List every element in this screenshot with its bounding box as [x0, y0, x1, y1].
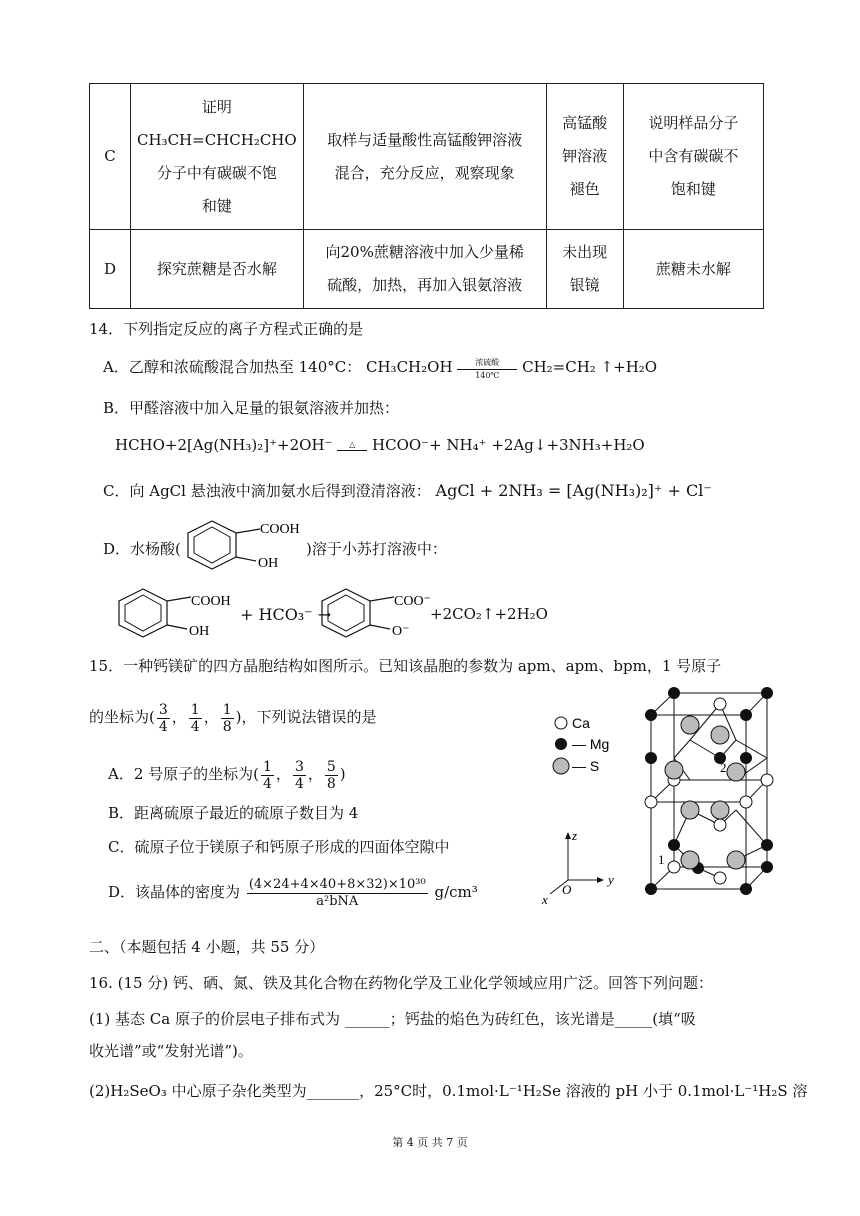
arrow-condition-bottom: 140℃ — [475, 370, 500, 380]
oh-label: OH — [258, 556, 279, 571]
purpose-cell: 探究蔗糖是否水解 — [131, 230, 304, 309]
q14-option-d: D．水杨酸( — [103, 540, 181, 558]
cooh-label: COOH — [191, 594, 231, 609]
cell-line: 未出现 — [562, 243, 608, 261]
numerator: 1 — [222, 701, 232, 718]
q15-option-d — [108, 870, 478, 914]
phenomenon-cell — [546, 84, 623, 230]
unit: g/cm³ — [434, 883, 478, 901]
stem-text: )，下列说法错误的是 — [235, 708, 377, 726]
stem-text: 的坐标为( — [89, 708, 155, 726]
q16-part2: (2)H₂SeO₃ 中心原子杂化类型为_______，25°C时，0.1mol·L⁻¹H₂Se 溶液的 pH 小于 0.1mol·L⁻¹H₂S 溶 — [89, 1082, 808, 1100]
s-legend-icon — [553, 758, 569, 774]
arrow-condition: △ — [349, 440, 356, 449]
option-text: A．乙醇和浓硫酸混合加热至 140°C： — [103, 358, 362, 376]
experiment-table — [89, 83, 764, 309]
q15-option-b: B．距离硫原子最近的硫原子数目为 4 — [108, 804, 359, 822]
ca-legend-icon — [555, 717, 567, 729]
arrow-line — [337, 450, 367, 451]
cell-line: 褪色 — [569, 180, 600, 198]
axis-origin: O — [562, 882, 572, 897]
salicylic-acid-structure — [184, 515, 314, 575]
reaction-arrow — [457, 357, 517, 380]
q14-stem: 14．下列指定反应的离子方程式正确的是 — [89, 320, 364, 338]
q14-option-b: B．甲醛溶液中加入足量的银氨溶液并加热： — [103, 399, 400, 417]
cell-line: 硫酸，加热，再加入银氨溶液 — [327, 276, 523, 294]
conclusion-cell: 蔗糖未水解 — [623, 230, 763, 309]
option-text: D．该晶体的密度为 — [108, 883, 241, 901]
reaction-arrow — [337, 440, 367, 452]
cell-line: 证明 — [201, 97, 232, 116]
axis-z: z — [572, 828, 578, 843]
legend-label: Ca — [572, 715, 590, 731]
mg-legend-icon — [555, 738, 567, 750]
equation-end: +2CO₂↑+2H₂O — [430, 605, 548, 623]
cell-line: 和键 — [201, 196, 232, 215]
fraction — [293, 759, 306, 792]
density-fraction — [247, 877, 428, 910]
equation-reactant: CH₃CH₂OH — [366, 358, 453, 376]
atom-label-1: 1 — [658, 852, 665, 867]
q14-b-equation — [115, 436, 645, 454]
q16-part1: (1) 基态 Ca 原子的价层电子排布式为 ______；钙盐的焰色为砖红色，该光谱是_____(填“吸 — [89, 1010, 696, 1028]
cell-line: 取样与适量酸性高锰酸钾溶液 — [327, 130, 523, 149]
coordinate-axes — [540, 828, 620, 908]
option-text: C．向 AgCl 悬浊液中滴加氨水后得到澄清溶液： — [103, 482, 431, 500]
numerator: 3 — [294, 758, 304, 775]
salicylic-acid-structure — [115, 583, 245, 643]
equation-right: HCOO⁻+ NH₄⁺ +2Ag↓+3NH₃+H₂O — [372, 436, 645, 454]
row-label: D — [90, 230, 131, 309]
q15-stem: 15．一种钙镁矿的四方晶胞结构如图所示。已知该晶胞的参数为 apm、apm、bpm，1 号原子 — [89, 657, 722, 675]
fraction — [221, 702, 234, 735]
denominator: 4 — [158, 718, 168, 735]
cell-line: 饱和键 — [670, 180, 716, 198]
legend-label: — Mg — [572, 736, 610, 752]
denominator: 8 — [222, 718, 232, 735]
numerator: 5 — [326, 758, 336, 775]
option-text: A．2 号原子的坐标为( — [108, 765, 259, 783]
fraction — [189, 702, 202, 735]
conclusion-cell — [623, 84, 763, 230]
equation-mid: + HCO₃⁻ → — [240, 605, 332, 624]
numerator: (4×24+4×40+8×32)×10³⁰ — [248, 876, 426, 892]
part2-heading: 二、（本题包括 4 小题，共 55 分） — [89, 938, 325, 956]
denominator: 8 — [326, 775, 336, 792]
axis-x: x — [542, 892, 548, 907]
numerator: 3 — [158, 701, 168, 718]
cell-line: 银镜 — [569, 276, 600, 294]
operation-cell — [303, 84, 546, 230]
cell-line: 高锰酸 — [562, 114, 608, 132]
cell-line: 钾溶液 — [562, 147, 608, 165]
cell-line: 说明样品分子 — [648, 114, 739, 132]
legend-label: — S — [572, 758, 600, 774]
o-minus-label: O⁻ — [392, 624, 410, 639]
cell-line: 分子中有碳碳不饱 — [156, 163, 277, 182]
operation-cell — [303, 230, 546, 309]
denominator: 4 — [294, 775, 304, 792]
atom-label-2: 2 — [720, 760, 727, 775]
crystal-legend — [548, 712, 638, 782]
page-footer: 第 4 页 共 7 页 — [392, 1136, 468, 1149]
q14-option-c — [103, 480, 712, 501]
fraction — [261, 759, 274, 792]
numerator: 1 — [190, 701, 200, 718]
q14-option-a — [103, 356, 657, 380]
q15-stem-2: 的坐标为( $\frac{3}{4}$ ， $\frac{1}{4}$ ， $\frac{1}{8}$ )，下列说法错误的是 — [89, 701, 377, 735]
q14-option-d-cont: )溶于小苏打溶液中： — [306, 540, 447, 558]
cell-line: 向20%蔗糖溶液中加入少量稀 — [325, 243, 524, 261]
table-row — [90, 84, 764, 230]
coo-label: COO⁻ — [394, 594, 431, 609]
salicylate-structure — [318, 583, 438, 643]
denominator: 4 — [263, 775, 272, 792]
fraction — [157, 702, 170, 735]
cell-line: CH₃CH=CHCH₂CHO — [137, 130, 297, 149]
purpose-cell — [131, 84, 304, 230]
equation-product: CH₂=CH₂ ↑+H₂O — [522, 358, 658, 376]
oh-label: OH — [189, 624, 210, 639]
q15-option-a: A．2 号原子的坐标为( $\frac{1}{4}$ ， $\frac{3}{4}$ ， $\frac{5}{8}$ ) — [108, 758, 346, 792]
denominator: a²bNA — [316, 893, 359, 909]
q16-part1-cont: 收光谱”或“发射光谱”)。 — [89, 1042, 253, 1060]
numerator: 1 — [263, 758, 272, 775]
cell-line: 中含有碳碳不 — [648, 147, 739, 165]
q15-option-c: C．硫原子位于镁原子和钙原子形成的四面体空隙中 — [108, 838, 450, 856]
arrow-line — [457, 369, 517, 370]
phenomenon-cell — [546, 230, 623, 309]
denominator: 4 — [190, 718, 200, 735]
axis-y: y — [608, 872, 614, 887]
q16-stem: 16. (15 分) 钙、硒、氮、铁及其化合物在药物化学及工业化学领域应用广泛。回答下列问题： — [89, 974, 713, 992]
crystal-cell-diagram — [630, 680, 780, 908]
arrow-condition-top: 浓硫酸 — [475, 357, 500, 367]
equation-left: HCHO+2[Ag(NH₃)₂]⁺+2OH⁻ — [115, 436, 333, 454]
cell-line: 混合，充分反应，观察现象 — [334, 163, 515, 182]
fraction — [325, 759, 338, 792]
cooh-label: COOH — [260, 522, 300, 537]
row-label: C — [90, 84, 131, 230]
equation: AgCl + 2NH₃ = [Ag(NH₃)₂]⁺ + Cl⁻ — [435, 481, 712, 500]
table-row — [90, 230, 764, 309]
